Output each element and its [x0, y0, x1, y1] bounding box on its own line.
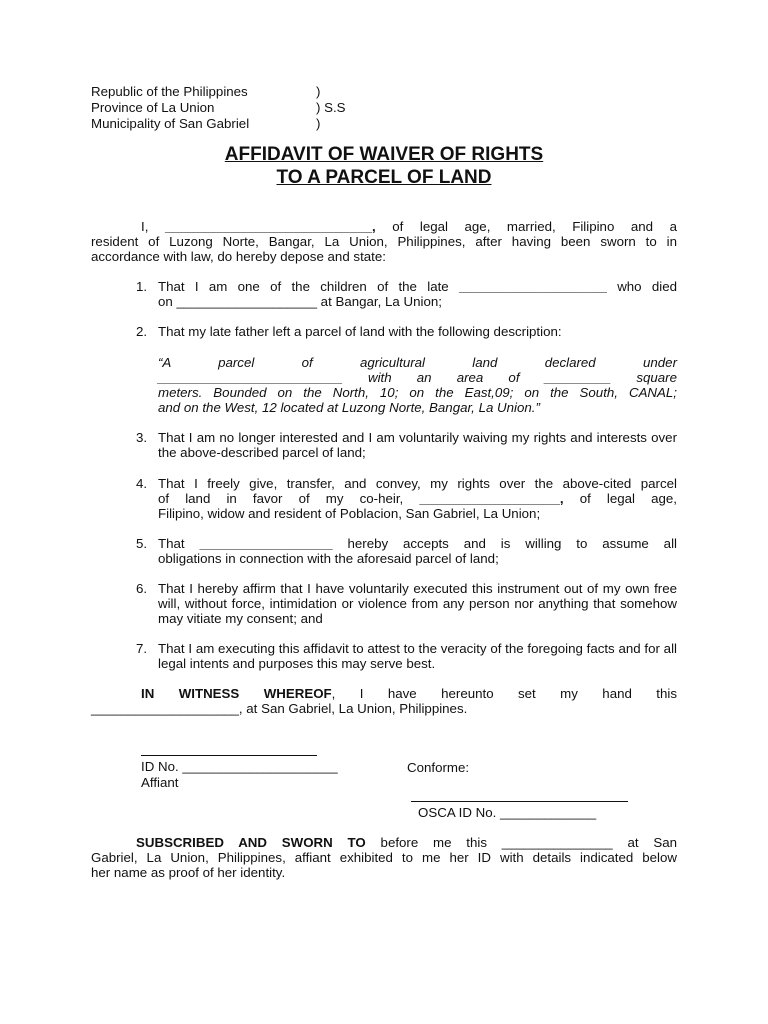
- item-text: That I hereby affirm that I have voluntarily executed this instrument out of my own free will, without force, intimidation or violence from any person nor anything that somehow may vitiate my consent; and: [158, 581, 677, 626]
- item-number: 1.: [136, 279, 148, 294]
- acceptor-name-blank: __________________: [199, 536, 333, 551]
- caption-row: [91, 84, 321, 100]
- list-item: [136, 430, 677, 460]
- item-line: [158, 536, 677, 551]
- item-line: obligations in connection with the aforesaid parcel of land;: [158, 551, 499, 566]
- caption-paren: ): [316, 116, 321, 131]
- item-line: on ___________________ at Bangar, La Union;: [158, 294, 442, 309]
- affiant-name-blank: ____________________________,: [164, 219, 376, 234]
- witness-paragraph: [91, 686, 677, 716]
- jurat-line-2: Gabriel, La Union, Philippines, affiant exhibited to me her ID with details indicated below: [91, 850, 677, 865]
- item-number: 2.: [136, 324, 148, 339]
- caption-country: Republic of the Philippines: [91, 84, 248, 99]
- item-text: who died: [617, 279, 678, 294]
- land-description-quote: [158, 355, 677, 415]
- list-item: [136, 536, 677, 566]
- item-line: That I freely give, transfer, and convey, my rights over the above-cited parcel: [158, 476, 677, 491]
- witness-heading: IN WITNESS WHEREOF: [141, 686, 332, 701]
- caption-row: [91, 100, 346, 116]
- jurat-heading: SUBSCRIBED AND SWORN TO: [136, 835, 366, 850]
- conforme-signature-line: [411, 801, 628, 802]
- list-item: [136, 476, 677, 521]
- intro-paragraph: [91, 219, 677, 264]
- intro-line-2: resident of Luzong Norte, Bangar, La Union, Philippines, after having been sworn to in: [91, 234, 677, 249]
- item-text: That I am executing this affidavit to attest to the veracity of the foregoing facts and for all legal intents and purposes this may serve best.: [158, 641, 677, 671]
- deceased-name-blank: ____________________: [458, 279, 607, 294]
- conforme-label: Conforme:: [407, 760, 470, 775]
- witness-line-2: ____________________, at San Gabriel, La Union, Philippines.: [91, 701, 468, 716]
- item-text: That I am one of the children of the late: [158, 279, 449, 294]
- item-line: Filipino, widow and resident of Poblacion, San Gabriel, La Union;: [158, 506, 541, 521]
- item-text: That I am no longer interested and I am voluntarily waiving my rights and interests over the above-described parcel of land;: [158, 430, 677, 460]
- affiant-id-field: ID No. _____________________: [141, 759, 338, 774]
- item-number: 6.: [136, 581, 148, 596]
- title-line-1: AFFIDAVIT OF WAIVER OF RIGHTS: [224, 144, 544, 165]
- item-number: 3.: [136, 430, 148, 445]
- caption-row: [91, 116, 321, 132]
- jurat-line-1: [91, 835, 677, 850]
- intro-line-1: [91, 219, 677, 234]
- witness-text: , I have hereunto set my hand this: [331, 686, 677, 701]
- witness-line-1: [91, 686, 677, 701]
- intro-prefix: I,: [141, 219, 149, 234]
- quote-line: meters. Bounded on the North, 10; on the East,09; on the South, CANAL;: [158, 385, 677, 400]
- item-text: That: [158, 536, 185, 551]
- quote-line: “A parcel of agricultural land declared under: [158, 355, 677, 370]
- quote-line: _________________________ with an area of _________ square: [158, 370, 677, 385]
- affiant-label: Affiant: [141, 775, 179, 790]
- intro-text: of legal age, married, Filipino and a: [392, 219, 677, 234]
- list-item: [136, 279, 677, 309]
- item-text: hereby accepts and is willing to assume all: [347, 536, 677, 551]
- item-text: That my late father left a parcel of land with the following description:: [158, 324, 562, 339]
- caption-province: Province of La Union: [91, 100, 215, 115]
- jurat-paragraph: [91, 835, 677, 880]
- item-text: of legal age,: [579, 491, 677, 506]
- item-text: of land in favor of my co-heir,: [158, 491, 404, 506]
- quote-line: and on the West, 12 located at Luzong Norte, Bangar, La Union.”: [158, 400, 540, 415]
- list-item: [136, 641, 677, 671]
- jurat-line-3: her name as proof of her identity.: [91, 865, 286, 880]
- caption-paren: ): [316, 84, 321, 99]
- list-item: [136, 324, 677, 339]
- item-line: [158, 491, 677, 506]
- title-line-2: TO A PARCEL OF LAND: [276, 167, 492, 188]
- intro-line-3: accordance with law, do hereby depose and state:: [91, 249, 386, 264]
- item-line: [158, 279, 677, 294]
- coheir-name-blank: ___________________,: [419, 491, 564, 506]
- item-number: 4.: [136, 476, 148, 491]
- item-number: 7.: [136, 641, 148, 656]
- venue-caption: [91, 84, 346, 132]
- document-title: [0, 143, 768, 189]
- caption-municipality: Municipality of San Gabriel: [91, 116, 250, 131]
- affiant-signature-line: [141, 755, 317, 756]
- osca-id-field: OSCA ID No. _____________: [418, 805, 597, 820]
- jurat-text: before me this _______________ at San: [380, 835, 677, 850]
- caption-paren-ss: ) S.S: [316, 100, 346, 115]
- item-number: 5.: [136, 536, 148, 551]
- list-item: [136, 581, 677, 626]
